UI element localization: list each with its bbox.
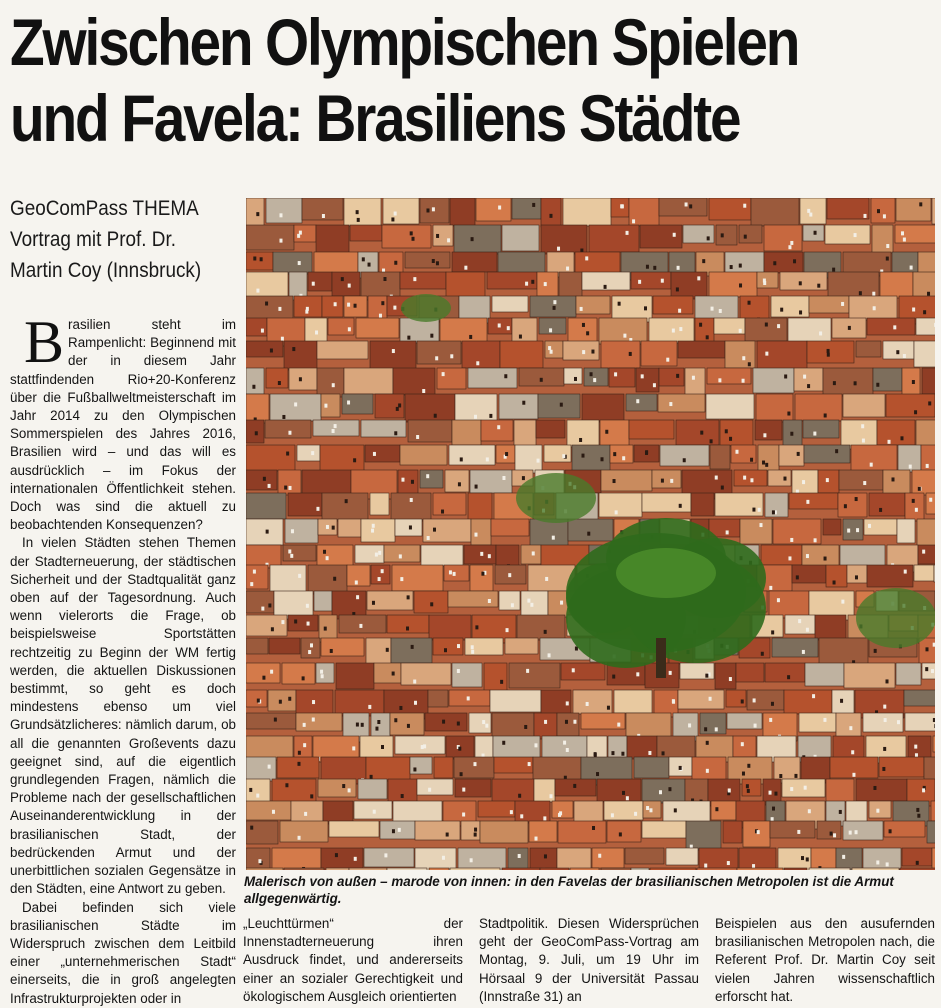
kicker-line-3: Martin Coy (Innsbruck) [10, 259, 202, 282]
headline [10, 4, 806, 156]
article-column-3 [479, 915, 699, 1006]
article-column-2 [243, 915, 463, 1006]
article-column-1 [10, 309, 236, 1008]
headline-line-2: und Favela: Brasiliens Städte [10, 81, 740, 155]
article-column-4 [715, 915, 935, 1006]
paragraph-2: In vielen Städten stehen Themen der Stadterneuerung, der städtischen Sicherheit und der Stadtqualität ganz oben auf der Tagesordnung. Auch wenn vielerorts die Frage, ob beispielsweise Sportstätten rechtzeitig zu Beginn der WM fertig werden, die aktuellen Diskussionen bestimmt, so geht es doch mindestens ebenso um viel Grundsätzlicheres: nämlich darum, ob all die genannten Großevents dazu geeignet sind, auf die eigentlich grundlegenden Fragen, nämlich die Probleme nach der gesellschaftlichen Auseinanderentwicklung in der brasilianischen Stadt, der bedrückenden Armut und der unerbittlichen sozialen Gegensätze in den Städten, eine Antwort zu geben. [10, 535, 236, 897]
drop-cap: B [24, 309, 65, 375]
column-4-text: Beispielen aus den ausufernden brasilianischen Metropolen nach, die Referent Prof. Dr. Martin Coy seit vielen Jahren wissenschaftlich erforscht hat. [715, 916, 935, 1004]
favela-photo-image [246, 198, 935, 870]
kicker-line-2: Vortrag mit Prof. Dr. [10, 228, 176, 251]
kicker-line-1: GeoComPass THEMA [10, 197, 199, 220]
headline-line-1: Zwischen Olympischen Spielen [10, 5, 799, 79]
photo-caption: Malerisch von außen – marode von innen: in den Favelas der brasilianischen Metropolen ist die Armut allgegenwärtig. [244, 874, 894, 906]
paragraph-1 [10, 309, 236, 534]
column-3-text: Stadtpolitik. Diesen Widersprüchen geht der GeoComPass-Vortrag am Montag, 9. Juli, um 19 Uhr im Hörsaal 9 der Universität Passau (Innstraße 31) an [479, 916, 699, 1004]
paragraph-1-text: rasilien steht im Rampenlicht: Beginnend mit der in diesem Jahr stattfindenden Rio+20-Konferenz über die Fußballweltmeisterschaft im Jahr 2014 zu den Olympischen Sommerspielen des Jahres 2016, Brasilien wird – und das will es ausdrücklich – im Fokus der internationalen Öffentlichkeit stehen. Doch was sind die aktuell zu beobachtenden Konsequenzen? [10, 317, 236, 533]
paragraph-3: Dabei befinden sich viele brasilianischen Städte im Widerspruch zwischen dem Leitbild einer „unternehmerischen Stadt“ einerseits, die in groß angelegten Infrastrukturprojekten oder in [10, 899, 236, 1006]
column-2-text: „Leuchttürmen“ der Innenstadterneuerung ihren Ausdruck findet, und andererseits einer an sozialer Gerechtigkeit und ökologischem Ausgleich orientierten [243, 916, 463, 1004]
kicker [10, 193, 217, 286]
favela-photo [246, 198, 935, 870]
